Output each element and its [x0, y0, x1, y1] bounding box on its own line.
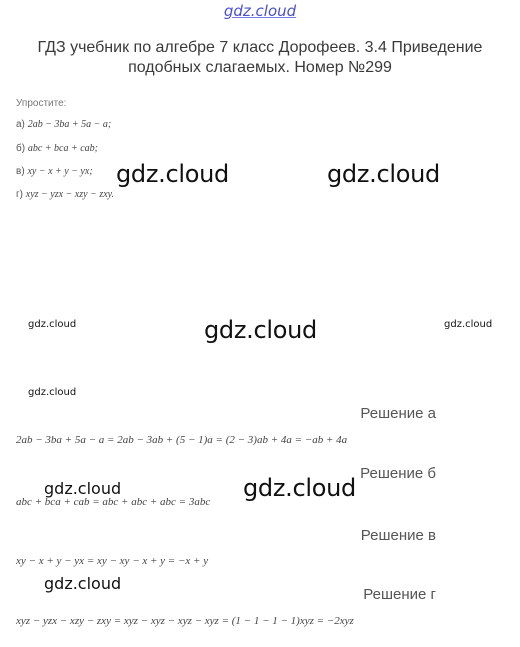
- site-logo-link[interactable]: gdz.cloud: [223, 2, 297, 20]
- watermark: gdz.cloud: [44, 574, 122, 593]
- page-title: ГДЗ учебник по алгебре 7 класс Дорофеев. 3.4 Приведение подобных слагаемых. Номер №299: [37, 39, 483, 76]
- task-item-expression: abc + bca + cab;: [27, 143, 98, 154]
- watermark: gdz.cloud: [44, 479, 122, 498]
- watermark: gdz.cloud: [116, 160, 229, 188]
- task-item-expression: xyz − yzx − xzy − zxy.: [25, 189, 115, 200]
- task-item-expression: xy − x + y − yx;: [27, 166, 93, 177]
- solution-heading-v: Решение в: [360, 527, 436, 544]
- watermark: gdz.cloud: [327, 160, 440, 188]
- solution-line-a: 2ab − 3ba + 5a − a = 2ab − 3ab + (5 − 1)a = (2 − 3)ab + 4a = −ab + 4a: [16, 434, 348, 446]
- watermark: gdz.cloud: [28, 319, 77, 330]
- solution-line-g: xyz − yzx − xzy − zxy = xyz − xyz − xyz − xyz = (1 − 1 − 1 − 1)xyz = −2xyz: [16, 615, 354, 627]
- solution-line-v: xy − x + y − yx = xy − xy − x + y = −x + y: [16, 555, 209, 567]
- watermark: gdz.cloud: [204, 316, 317, 344]
- task-item-label: а): [16, 119, 25, 130]
- watermark: gdz.cloud: [243, 474, 356, 502]
- solution-heading-b: Решение б: [360, 465, 436, 482]
- task-item-v: [16, 166, 93, 177]
- task-item-b: [16, 143, 98, 154]
- watermark: gdz.cloud: [28, 387, 77, 398]
- task-item-g: [16, 189, 114, 200]
- solution-heading-a: Решение а: [360, 405, 436, 422]
- solution-heading-g: Решение г: [363, 586, 436, 603]
- task-item-expression: 2ab − 3ba + 5a − a;: [27, 119, 112, 130]
- task-item-label: б): [16, 143, 26, 154]
- task-item-a: [16, 119, 111, 130]
- watermark: gdz.cloud: [444, 319, 493, 330]
- task-item-label: г): [16, 189, 23, 200]
- solution-line-b: abc + bca + cab = abc + abc + abc = 3abc: [16, 496, 211, 508]
- task-item-label: в): [16, 166, 25, 177]
- task-prompt: Упростите:: [16, 98, 67, 109]
